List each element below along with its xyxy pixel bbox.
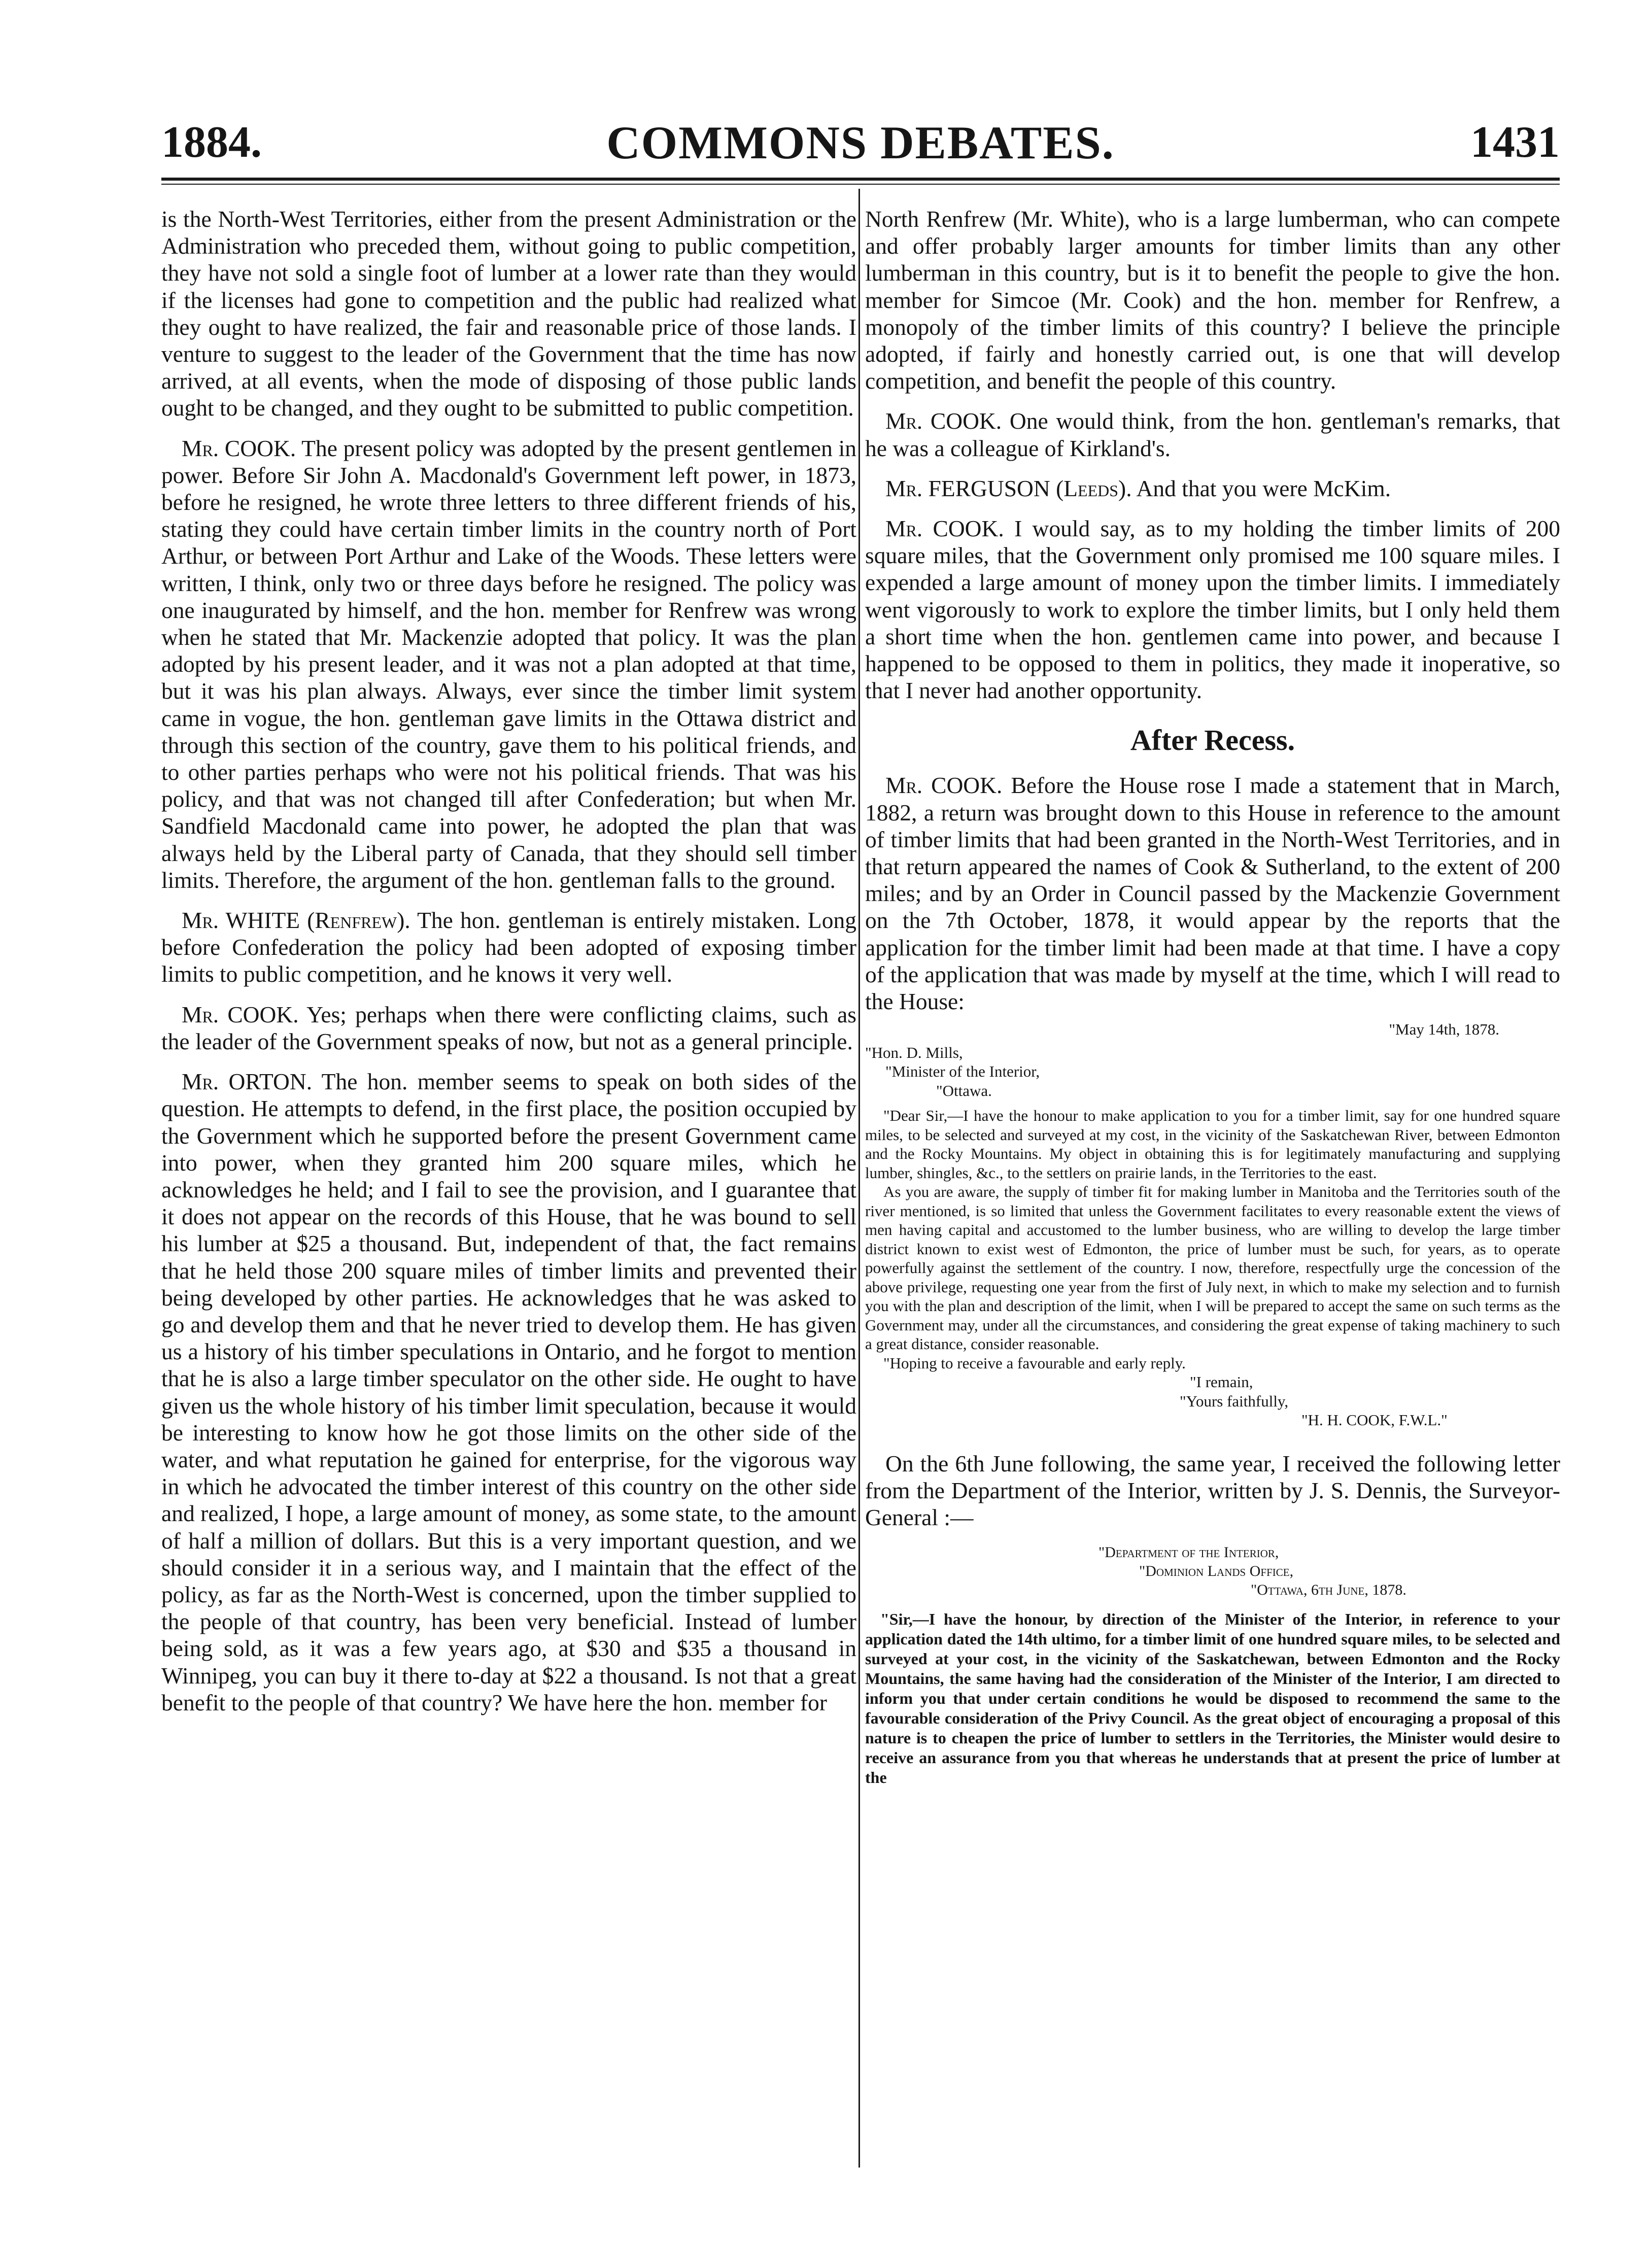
speech-text: The hon. member seems to speak on both sides of the question. He attempts to defend, in the first place, the position occupied by the Government which he supported before the present Government came into power, when they granted him 200 square miles, which he acknowledges he held; and I fail to see the provision, and I guarantee that it does not appear on the records of this House, that he was bound to sell his lumber at $25 a thousand. But, independent of that, the fact remains that he held those 200 square miles of timber limits and prevented their being developed by other parties. He acknowledges that he was asked to go and develop them and that he never tried to develop them. He has given us a history of his timber speculations in Ontario, and he forgot to mention that he is also a large timber speculator on the other side. He ought to have given us the whole history of his timber limit speculation, because it would be interesting to know how he got those limits on the other side of the water, and what reputation he gained for enterprise, for the vigorous way in which he advocated the timber interest of this country on the other side and realized, I hope, a large amount of money, as some state, to the amount of half a million of dollars. But this is a very important question, and we should consider it in a serious way, and I maintain that the effect of the policy, as far as the North-West is concerned, upon the timber supplied to the people of that country, has been very beneficial. Instead of lumber being sold, as it was a few years ago, at $30 and $35 a thousand in Winnipeg, you can buy it there to-day at $22 a thousand. Is not that a great benefit to the people of that country? We have here the hon. member for [161, 1069, 856, 1715]
speech-text: I would say, as to my holding the timber limits of 200 square miles, that the Government only promised me 100 square miles. I expended a large amount of money upon the timber limits. I immediately went vigorously to work to explore the timber limits, but I only held them a short time when the hon. gentlemen came into power, and because I happened to be opposed to them in politics, they made it inoperative, so that I never had another opportunity. [865, 516, 1560, 704]
speech [161, 1001, 856, 1055]
speaker-name: Mr. FERGUSON (Leeds). [885, 475, 1132, 501]
speaker-name: Mr. COOK. [182, 435, 296, 461]
letter-paragraph: As you are aware, the supply of timber fit for making lumber in Manitoba and the Territories south of the river mentioned, is so limited that unless the Government facilitates to every reasonable extent the views of men having capital and accustomed to the lumber business, who are willing to develop the large timber district known to exist west of Edmonton, the price of lumber must be such, for years, as to operate powerfully against the settlement of the country. I now, therefore, respectfully urge the concession of the above privilege, requesting one year from the first of July next, in which to make my selection and to furnish you with the plan and description of the limit, when I will be prepared to accept the same on such terms as the Government may, under all the circumstances, and considering the great expense of taking machinery to such a great distance, consider reasonable. [865, 1183, 1560, 1353]
closing-line: "Yours faithfully, [1180, 1392, 1289, 1410]
header-line: "Ottawa, 6th June, 1878. [1251, 1582, 1406, 1599]
letter-paragraph: "Hoping to receive a favourable and early reply. [883, 1354, 1186, 1372]
section-heading: After Recess. [1130, 724, 1295, 757]
speaker-name: Mr. WHITE (Renfrew). [182, 907, 410, 934]
letter-header [865, 1543, 1560, 1599]
column-divider [858, 189, 860, 2168]
speech [161, 907, 856, 988]
letter-date: "May 14th, 1878. [1389, 1020, 1499, 1039]
right-column [865, 205, 1560, 1788]
speech [865, 772, 1560, 1015]
speech-text: The present policy was adopted by the present gentlemen in power. Before Sir John A. Macdonald's Government left power, in 1873, before he resigned, he wrote three letters to three different friends of his, stating they could have certain timber limits in the country north of Port Arthur, or between Port Arthur and Lake of the Woods. These letters were written, I think, only two or three days before he resigned. The policy was one inaugurated by himself, and the hon. member for Renfrew was wrong when he stated that Mr. Mackenzie adopted that policy. It was the plan adopted by his present leader, and it was not a plan adopted at that time, but it was his plan always. Always, ever since the timber limit system came in vogue, the hon. gentleman gave limits in the Ottawa district and through this section of the country, gave them to his political friends, and to other parties perhaps who were not his political friends. That was his policy, and that was not changed till after Confederation; but when Mr. Sandfield Macdonald came into power, he adopted the plan that was always held by the Liberal party of Canada, that they should sell timber limits. Therefore, the argument of the hon. gentleman falls to the ground. [161, 435, 856, 893]
masthead [161, 115, 1560, 170]
header-title: COMMONS DEBATES. [606, 117, 1115, 168]
left-column [161, 205, 856, 1716]
letter-paragraph: "Dear Sir,—I have the honour to make application to you for a timber limit, say for one hundred square miles, to be selected and surveyed at my cost, in the vicinity of the Saskatchewan River, between Edmonton and the Rocky Mountains. My object in obtaining this is for legitimately manufacturing and supplying lumber, shingles, &c., to the settlers on prairie lands, in the Territories to the east. [865, 1107, 1560, 1182]
header-line: "Dominion Lands Office, [1139, 1563, 1294, 1580]
letter-reply [865, 1609, 1560, 1788]
letter-address [865, 1043, 1560, 1101]
address-line: "Hon. D. Mills, [865, 1043, 963, 1061]
paragraph [161, 205, 856, 422]
address-line: "Ottawa. [936, 1081, 992, 1099]
header-line: "Department of the Interior, [1098, 1544, 1279, 1561]
speaker-name: Mr. ORTON. [182, 1069, 313, 1095]
speech-text: One would think, from the hon. gentleman's remarks, that he was a colleague of Kirkland's. [865, 408, 1560, 461]
letter-closing [865, 1372, 1560, 1430]
paragraph-text: is the North-West Territories, either from the present Administration or the Administration who preceded them, without going to public competition, they have not sold a single foot of lumber at a lower rate than they would if the licenses had gone to competition and the public had realized what they ought to have realized, the fair and reasonable price of those lands. I venture to suggest to the leader of the Government that the time has now arrived, at all events, when the mode of disposing of those public lands ought to be changed, and they ought to be submitted to public competition. [161, 206, 856, 421]
header-rule [161, 178, 1560, 181]
speech [865, 475, 1560, 502]
speaker-name: Mr. COOK. [885, 408, 1002, 434]
header-year: 1884. [161, 118, 262, 167]
speaker-name: Mr. COOK. [885, 772, 1003, 799]
letter-application [865, 1020, 1560, 1430]
address-line: "Minister of the Interior, [885, 1062, 1040, 1081]
speech [161, 435, 856, 894]
speech [865, 407, 1560, 461]
header-rule-thin [161, 184, 1560, 185]
speech-text: Yes; perhaps when there were conflicting claims, such as the leader of the Government speaks of now, but not as a general principle. [161, 1001, 856, 1054]
paragraph [865, 205, 1560, 394]
paragraph: On the 6th June following, the same year, I received the following letter from the Department of the Interior, written by J. S. Dennis, the Surveyor-General :— [865, 1450, 1560, 1531]
speech-text: Before the House rose I made a statement that in March, 1882, a return was brought down to this House in reference to the amount of timber limits that had been granted in the North-West Territories, and in that return appeared the names of Cook & Sutherland, to the extent of 200 miles; and by an Order in Council passed by the Mackenzie Government on the 7th October, 1878, it would appear by the reports that the application for the timber limit had been made at that time. I have a copy of the application that was made by myself at the time, which I will read to the House: [865, 772, 1561, 1015]
speech-text: And that you were McKim. [1136, 475, 1391, 501]
paragraph-text: North Renfrew (Mr. White), who is a large lumberman, who can compete and offer probably larger amounts for timber limits than any other lumberman in this country, but is it to benefit the people to give the hon. member for Simcoe (Mr. Cook) and the hon. member for Renfrew, a monopoly of the timber limits of this country? I believe the principle adopted, if fairly and honestly carried out, is one that will develop competition, and benefit the people of this country. [865, 206, 1560, 394]
speaker-name: Mr. COOK. [885, 516, 1004, 542]
speech [161, 1068, 856, 1716]
header-page-number: 1431 [1470, 118, 1560, 167]
speech-text: The hon. gentleman is entirely mistaken. Long before Confederation the policy had been adopted of exposing timber limits to public competition, and he knows it very well. [161, 907, 856, 987]
letter-paragraph: "Sir,—I have the honour, by direction of the Minister of the Interior, in reference to your application dated the 14th ultimo, for a timber limit of one hundred square miles, to be selected and surveyed at your cost, in the vicinity of the Saskatchewan, between Edmonton and the Rocky Mountains, the same having had the consideration of the Minister of the Interior, I am directed to inform you that under certain conditions he would be disposed to recommend the same to the favourable consideration of the Privy Council. As the great object of encouraging a proposal of this nature is to cheapen the price of lumber to settlers in the Territories, the Minister would desire to receive an assurance from you that whereas he understands that at present the price of lumber at the [865, 1610, 1560, 1787]
closing-line: "I remain, [1190, 1373, 1253, 1391]
speaker-name: Mr. COOK. [182, 1001, 299, 1027]
signature-line: "H. H. COOK, F.W.L." [1301, 1411, 1448, 1429]
speech [865, 515, 1560, 704]
